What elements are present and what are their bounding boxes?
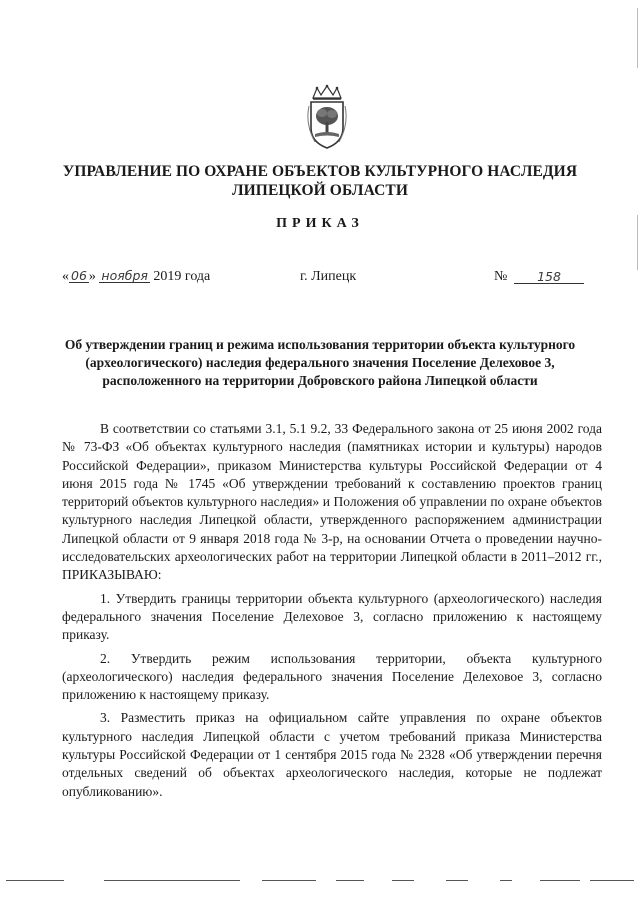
quote-open: « bbox=[62, 269, 69, 284]
order-item-3: 3. Разместить приказ на официальном сайте управления по охране объектов культурного наследия Липецкой области с учетом требований приказа Министерства культуры Российской Федерации от 1 сентября 2015 года № 2328 «Об утверждении перечня отдельных сведений об объектах археологического наследия, которые не подлежат опубликованию». bbox=[62, 710, 602, 799]
scan-edge-mark bbox=[637, 215, 638, 270]
scan-artifact-line bbox=[336, 880, 364, 881]
date-day-handwritten: 06 bbox=[71, 268, 87, 283]
intro-paragraph: В соответствии со статьями 3.1, 5.1 9.2, 33 Федерального закона от 25 июня 2002 года № 73-ФЗ «Об объектах культурного наследия (памятниках истории и культуры) народов Российской Федерации», приказом Министерства культуры Российской Федерации от 4 июня 2015 года № 1745 «Об утверждении требований к составлению проектов границ территорий объектов культурного наследия» и Положения об управлении по охране объектов культурного наследия Липецкой области, утвержденного распоряжением администрации Липецкой области от 9 января 2018 года № 3-р, на основании Отчета о проведении научно-исследовательских археологических работ на территории Липецкой области в 2011–2012 гг., ПРИКАЗЫВАЮ: bbox=[62, 421, 602, 583]
document-city: г. Липецк bbox=[300, 269, 357, 284]
document-body bbox=[62, 420, 602, 801]
quote-close: » bbox=[88, 269, 96, 284]
order-item-2: 2. Утвердить режим использования территории, объекта культурного (археологического) наследия федерального значения Поселение Делеховое 3, согласно приложению к настоящему приказу. bbox=[62, 650, 602, 703]
document-date bbox=[62, 268, 210, 286]
document-subject: Об утверждении границ и режима использования территории объекта культурного (археологического) наследия федерального значения Поселение Делеховое 3, расположенного на территории Добровского района Липецкой области bbox=[64, 337, 576, 388]
scan-edge-mark bbox=[637, 8, 638, 68]
coat-of-arms-emblem bbox=[301, 84, 353, 152]
scan-artifact-line bbox=[446, 880, 468, 881]
scan-artifact-line bbox=[262, 880, 316, 881]
date-month-handwritten: ноября bbox=[101, 268, 148, 283]
scan-artifact-line bbox=[590, 880, 634, 881]
date-year: 2019 года bbox=[153, 269, 211, 284]
scan-artifact-line bbox=[6, 880, 64, 881]
scan-artifact-line bbox=[392, 880, 414, 881]
document-number-handwritten: 158 bbox=[514, 270, 584, 284]
org-name-line-2: ЛИПЕЦКОЙ ОБЛАСТИ bbox=[232, 182, 408, 199]
document-type-title: ПРИКАЗ bbox=[276, 216, 364, 231]
scan-artifact-line bbox=[540, 880, 580, 881]
order-item-1: 1. Утвердить границы территории объекта культурного (археологического) наследия федерального значения Поселение Делеховое 3, согласно приложению к настоящему приказу. bbox=[62, 590, 602, 643]
org-name-line-1: УПРАВЛЕНИЕ ПО ОХРАНЕ ОБЪЕКТОВ КУЛЬТУРНОГО НАСЛЕДИЯ bbox=[62, 163, 578, 180]
scan-artifact-line bbox=[104, 880, 240, 881]
document-number-label: № bbox=[494, 269, 508, 284]
scan-artifact-line bbox=[500, 880, 512, 881]
